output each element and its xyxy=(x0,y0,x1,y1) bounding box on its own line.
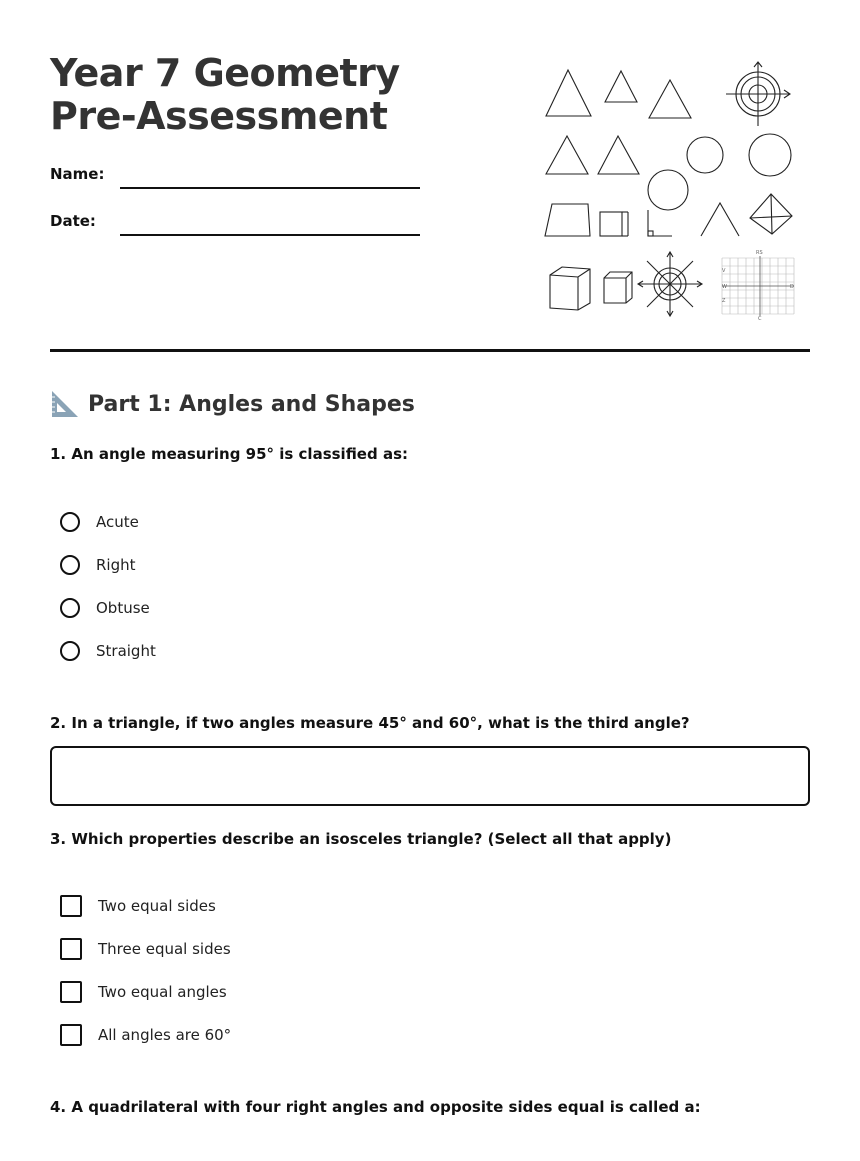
section-title: Part 1: Angles and Shapes xyxy=(88,391,415,417)
name-label: Name: xyxy=(50,165,105,183)
question-2-prompt: 2. In a triangle, if two angles measure 45° and 60°, what is the third angle? xyxy=(50,714,690,732)
option-label: All angles are 60° xyxy=(98,1026,232,1044)
question-1-prompt: 1. An angle measuring 95° is classified as: xyxy=(50,445,408,463)
q3-option-two-equal-sides[interactable] xyxy=(60,894,216,918)
graph-label-rs: RS xyxy=(756,250,763,256)
option-label: Three equal sides xyxy=(98,940,231,958)
date-field[interactable] xyxy=(120,234,420,236)
set-square-icon xyxy=(50,389,80,419)
question-2-answer-field[interactable] xyxy=(50,746,810,806)
checkbox[interactable] xyxy=(60,895,82,917)
option-label: Acute xyxy=(96,513,139,531)
option-label: Two equal sides xyxy=(98,897,216,915)
graph-label-d: D xyxy=(790,284,794,290)
q3-option-all-angles-60[interactable] xyxy=(60,1023,231,1047)
q3-option-three-equal-sides[interactable] xyxy=(60,937,231,961)
question-4-prompt: 4. A quadrilateral with four right angles and opposite sides equal is called a: xyxy=(50,1098,701,1116)
q1-option-straight[interactable] xyxy=(60,639,156,663)
question-3-prompt: 3. Which properties describe an isosceles triangle? (Select all that apply) xyxy=(50,830,672,848)
section-heading xyxy=(50,388,415,420)
radio-button[interactable] xyxy=(60,555,80,575)
radio-button[interactable] xyxy=(60,598,80,618)
q1-option-acute[interactable] xyxy=(60,510,139,534)
option-label: Two equal angles xyxy=(98,983,227,1001)
checkbox[interactable] xyxy=(60,938,82,960)
checkbox[interactable] xyxy=(60,1024,82,1046)
option-label: Right xyxy=(96,556,136,574)
geometry-shapes-illustration xyxy=(540,60,800,322)
q1-option-obtuse[interactable] xyxy=(60,596,150,620)
radio-button[interactable] xyxy=(60,512,80,532)
graph-label-z: Z xyxy=(722,298,726,304)
graph-label-v: V xyxy=(722,268,726,274)
q1-option-right[interactable] xyxy=(60,553,136,577)
option-label: Straight xyxy=(96,642,156,660)
graph-label-w: W xyxy=(722,284,727,290)
date-label: Date: xyxy=(50,212,96,230)
checkbox[interactable] xyxy=(60,981,82,1003)
radio-button[interactable] xyxy=(60,641,80,661)
name-field[interactable] xyxy=(120,187,420,189)
header-divider xyxy=(50,349,810,352)
option-label: Obtuse xyxy=(96,599,150,617)
page-title: Year 7 Geometry Pre-Assessment xyxy=(50,51,400,138)
q3-option-two-equal-angles[interactable] xyxy=(60,980,227,1004)
graph-label-c: C xyxy=(758,316,762,322)
